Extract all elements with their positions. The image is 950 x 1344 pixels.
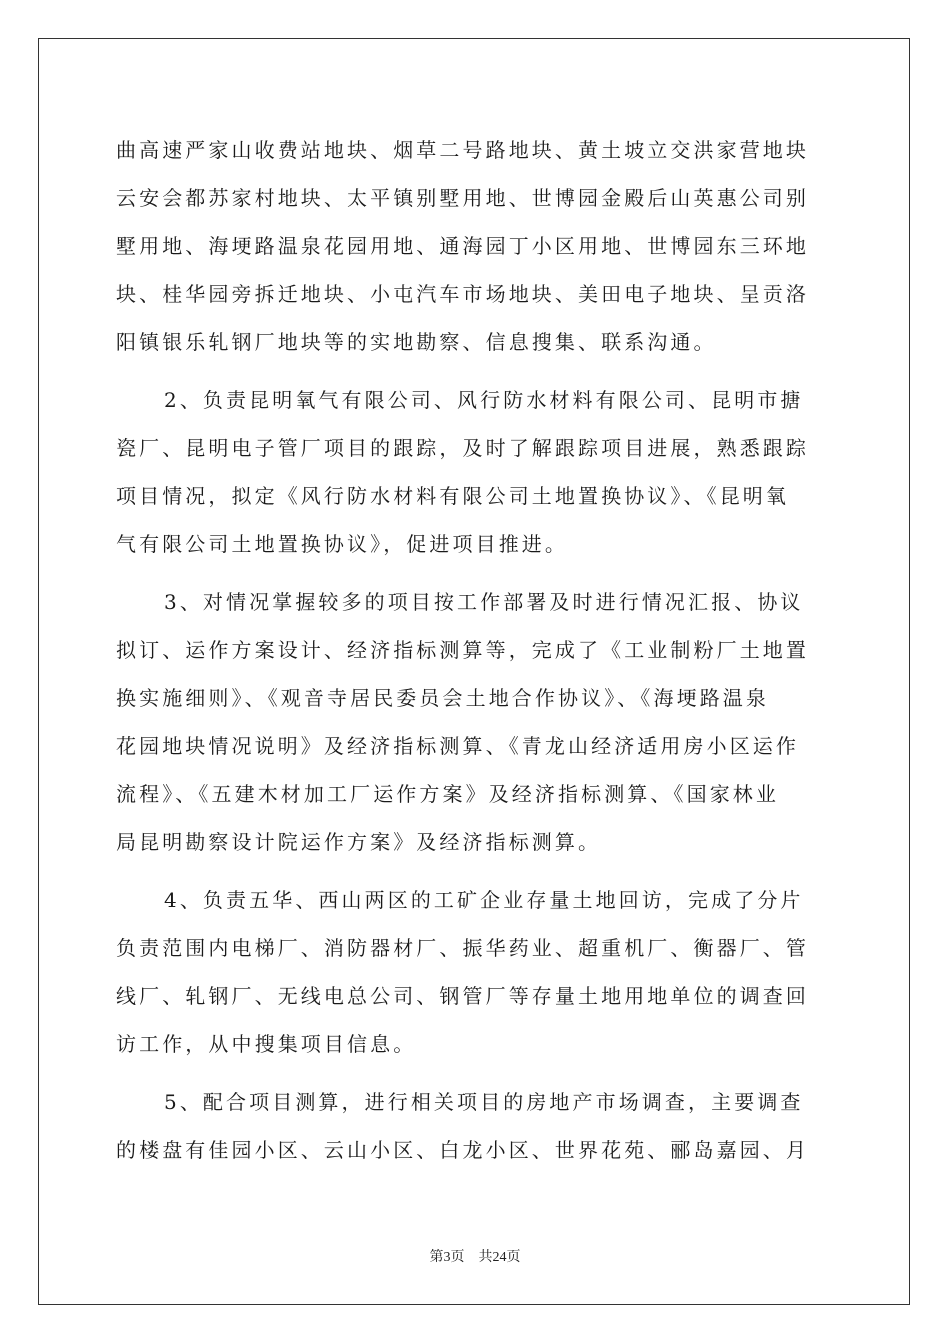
text-line: 拟订、运作方案设计、经济指标测算等，完成了《工业制粉厂土地置 [116,638,809,662]
text-line: 块、桂华园旁拆迁地块、小屯汽车市场地块、美田电子地块、呈贡洛 [116,282,809,306]
text-line: 4、负责五华、西山两区的工矿企业存量土地回访，完成了分片 [164,888,804,912]
paragraph [116,876,836,1068]
text-line: 瓷厂、昆明电子管厂项目的跟踪，及时了解跟踪项目进展，熟悉跟踪 [116,436,809,460]
text-line: 云安会都苏家村地块、太平镇别墅用地、世博园金殿后山英惠公司别 [116,186,809,210]
text-line: 局昆明勘察设计院运作方案》及经济指标测算。 [116,830,602,854]
text-line: 的楼盘有佳园小区、云山小区、白龙小区、世界花苑、郦岛嘉园、月 [116,1138,809,1162]
page-total: 共24页 [478,1250,521,1265]
paragraph-gap [116,568,836,578]
text-line: 项目情况，拟定《风行防水材料有限公司土地置换协议》、《昆明氧 [116,484,789,508]
paragraph [116,578,836,866]
text-line: 曲高速严家山收费站地块、烟草二号路地块、黄土坡立交洪家营地块 [116,138,809,162]
text-line: 花园地块情况说明》及经济指标测算、《青龙山经济适用房小区运作 [116,734,799,758]
paragraph [116,376,836,568]
paragraph-gap [116,866,836,876]
text-line: 线厂、轧钢厂、无线电总公司、钢管厂等存量土地用地单位的调查回 [116,984,809,1008]
text-line: 换实施细则》、《观音寺居民委员会土地合作协议》、《海埂路温泉 [116,686,769,710]
text-line: 2、负责昆明氧气有限公司、风行防水材料有限公司、昆明市搪 [164,388,804,412]
paragraph-gap [116,1068,836,1078]
text-line: 流程》、《五建木材加工厂运作方案》及经济指标测算、《国家林业 [116,782,779,806]
page-number: 第3页 [429,1250,465,1265]
page-footer [0,1246,950,1266]
paragraph [116,1078,836,1174]
text-line: 气有限公司土地置换协议》，促进项目推进。 [116,532,568,556]
text-line: 墅用地、海埂路温泉花园用地、通海园丁小区用地、世博园东三环地 [116,234,809,258]
text-line: 阳镇银乐轧钢厂地块等的实地勘察、信息搜集、联系沟通。 [116,330,717,354]
document-body [116,126,836,1174]
text-line: 3、对情况掌握较多的项目按工作部署及时进行情况汇报、协议 [164,590,804,614]
paragraph-gap [116,366,836,376]
text-line: 负责范围内电梯厂、消防器材厂、振华药业、超重机厂、衡器厂、管 [116,936,809,960]
text-line: 5、配合项目测算，进行相关项目的房地产市场调查，主要调查 [164,1090,804,1114]
text-line: 访工作，从中搜集项目信息。 [116,1032,417,1056]
paragraph [116,126,836,366]
